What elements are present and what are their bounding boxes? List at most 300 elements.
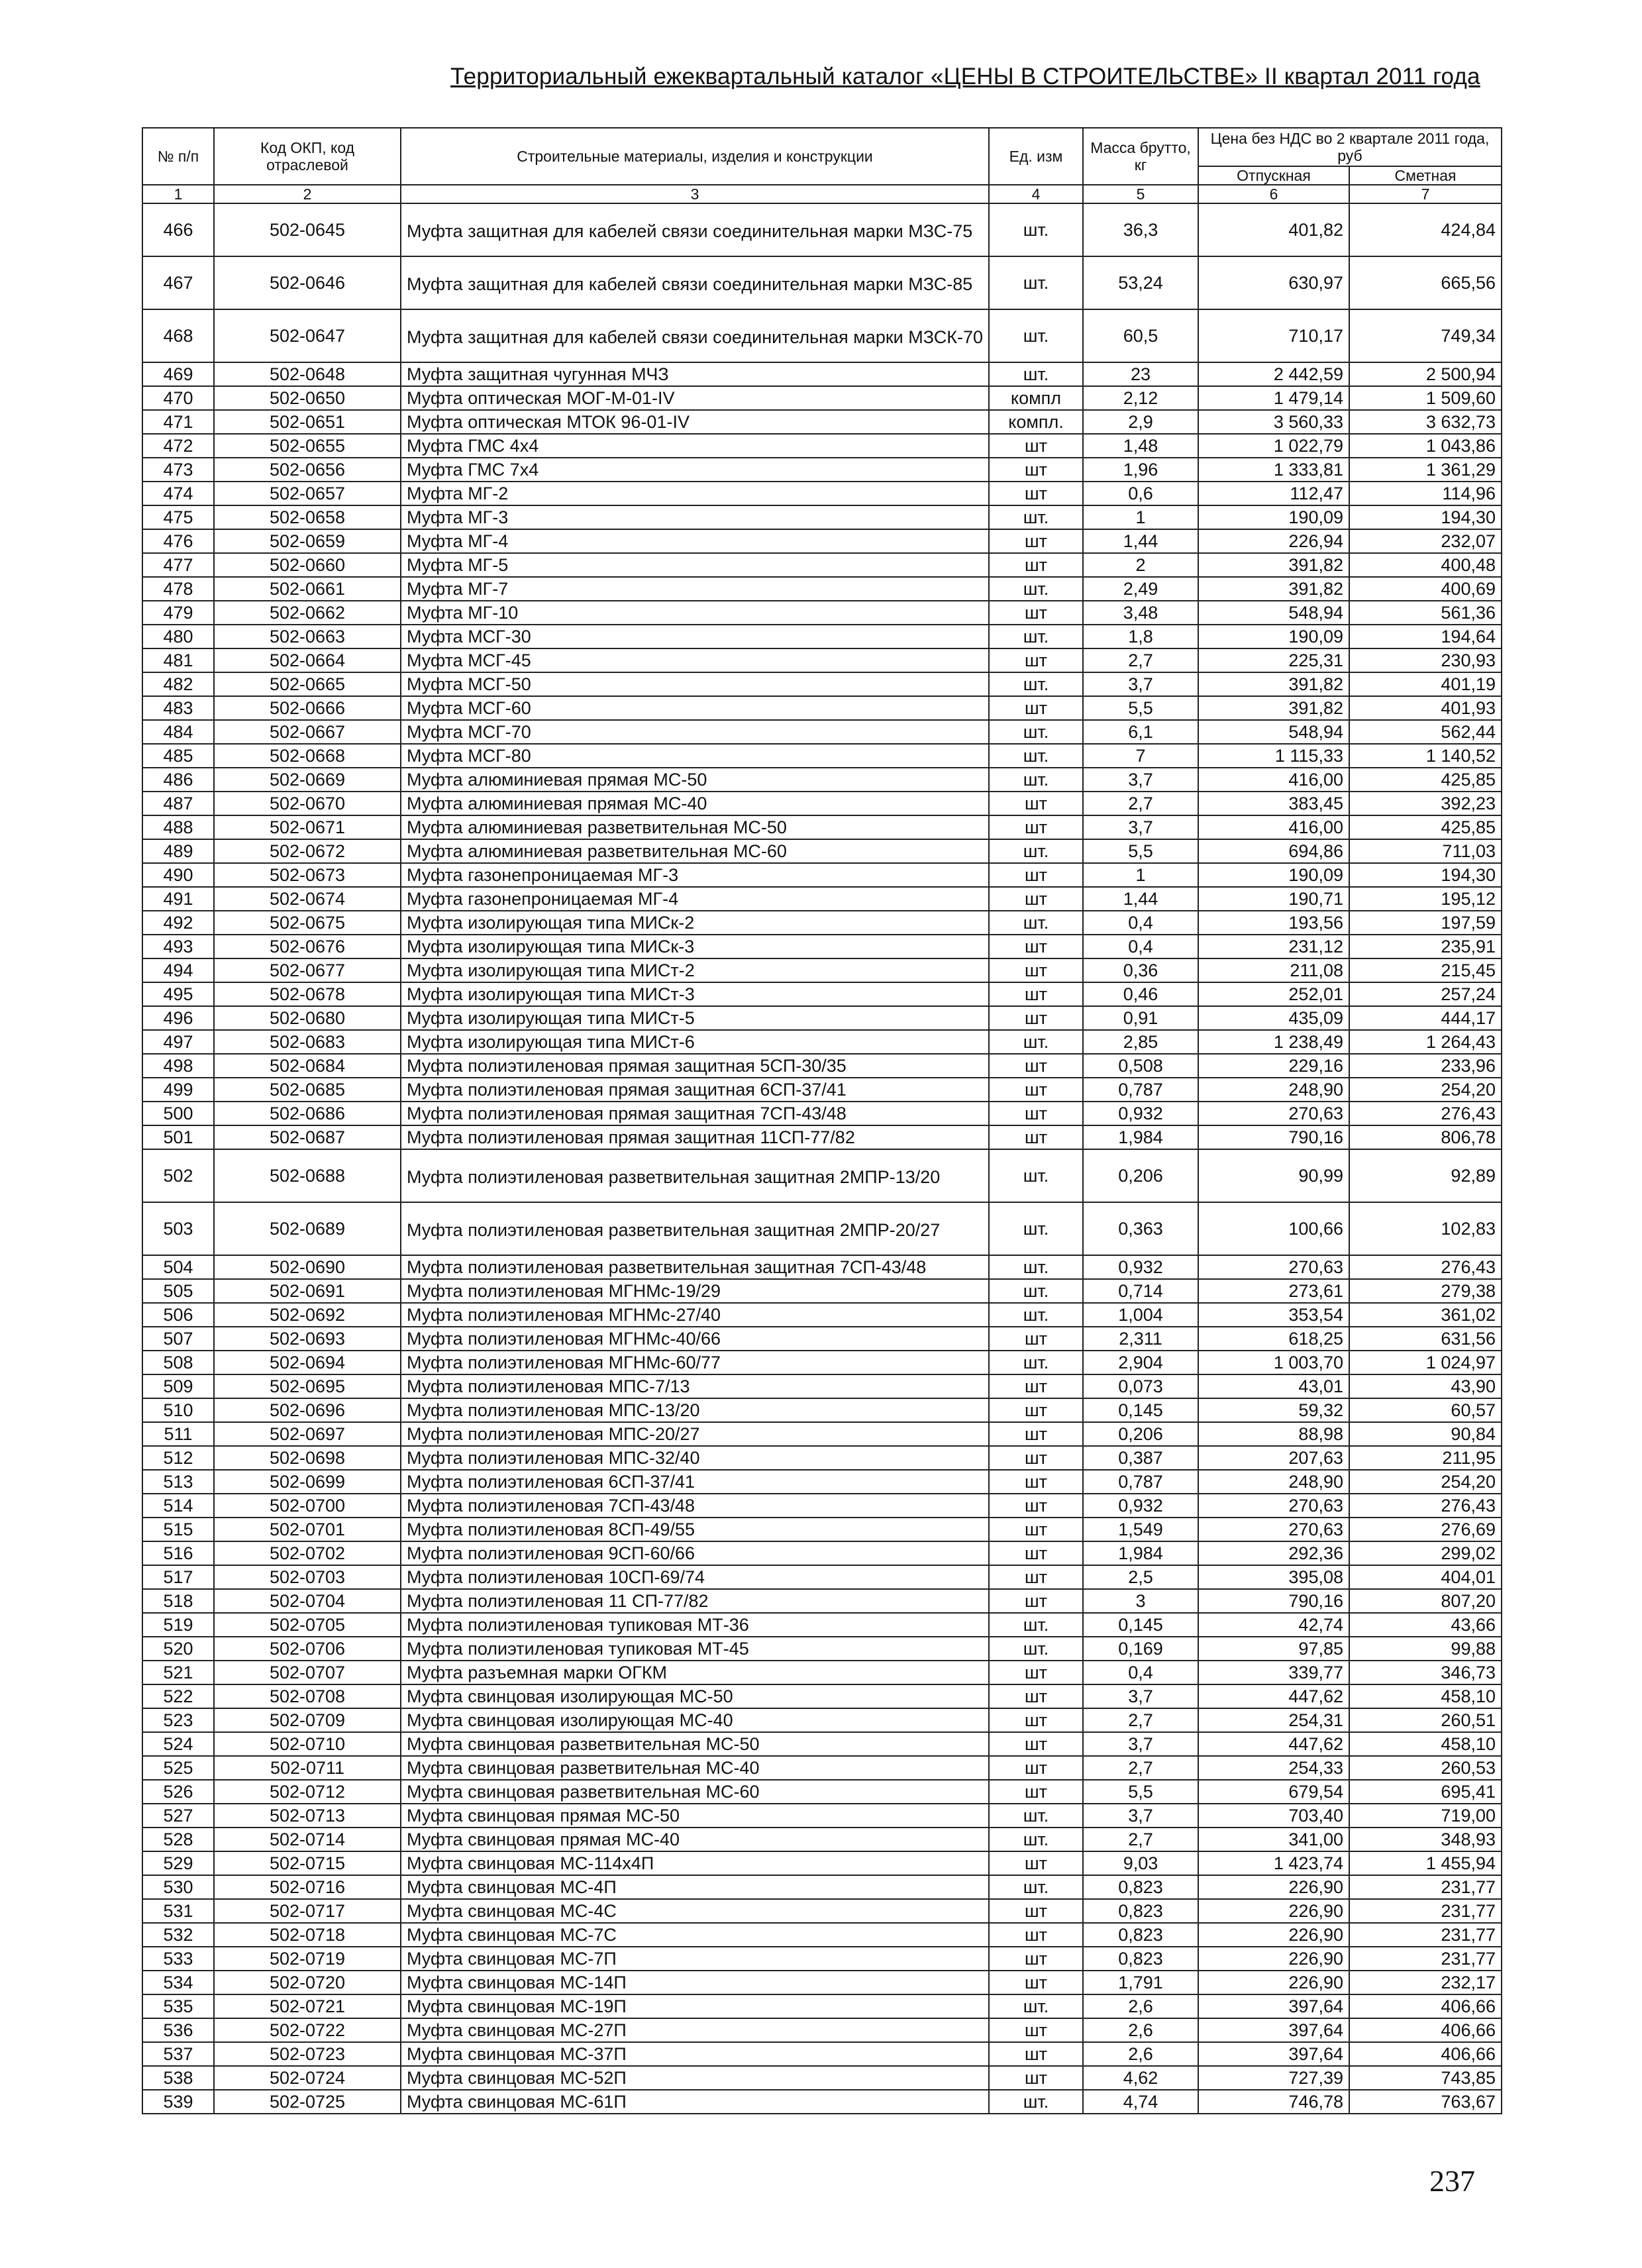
row-name: Муфта свинцовая МС-7С (401, 1923, 989, 1947)
row-num: 497 (142, 1030, 214, 1054)
row-unit: шт (989, 1398, 1083, 1422)
row-code: 502-0719 (214, 1947, 401, 1971)
row-unit: шт (989, 1374, 1083, 1398)
row-unit: шт (989, 1494, 1083, 1518)
table-row (142, 2042, 1502, 2066)
row-unit: шт. (989, 720, 1083, 744)
row-price-estimate: 404,01 (1349, 1565, 1502, 1589)
row-num: 505 (142, 1279, 214, 1303)
row-name: Муфта ГМС 7х4 (401, 458, 989, 482)
row-name: Муфта свинцовая МС-4С (401, 1899, 989, 1923)
row-price-estimate: 424,84 (1349, 203, 1502, 256)
row-name: Муфта полиэтиленовая прямая защитная 11СП-77/82 (401, 1125, 989, 1149)
row-num: 486 (142, 768, 214, 792)
row-num: 533 (142, 1947, 214, 1971)
row-price-estimate: 276,43 (1349, 1102, 1502, 1125)
row-mass: 2,7 (1083, 1828, 1198, 1851)
row-code: 502-0713 (214, 1804, 401, 1828)
row-name: Муфта свинцовая изолирующая МС-50 (401, 1684, 989, 1708)
row-price-release: 252,01 (1198, 982, 1349, 1006)
table-row (142, 362, 1502, 386)
row-num: 503 (142, 1202, 214, 1255)
row-num: 528 (142, 1828, 214, 1851)
row-unit: шт (989, 1971, 1083, 1994)
table-body (142, 203, 1502, 2114)
row-price-estimate: 276,69 (1349, 1518, 1502, 1541)
row-price-estimate: 276,43 (1349, 1494, 1502, 1518)
row-name: Муфта полиэтиленовая разветвительная защитная 2МПР-13/20 (401, 1149, 989, 1202)
row-price-estimate: 231,77 (1349, 1875, 1502, 1899)
row-unit: шт (989, 1470, 1083, 1494)
row-name: Муфта полиэтиленовая 10СП-69/74 (401, 1565, 989, 1589)
row-code: 502-0676 (214, 935, 401, 958)
row-code: 502-0670 (214, 792, 401, 815)
row-name: Муфта полиэтиленовая прямая защитная 5СП-30/35 (401, 1054, 989, 1078)
row-price-estimate: 235,91 (1349, 935, 1502, 958)
row-price-release: 229,16 (1198, 1054, 1349, 1078)
row-name: Муфта полиэтиленовая МГНМс-19/29 (401, 1279, 989, 1303)
row-num: 493 (142, 935, 214, 958)
row-num: 527 (142, 1804, 214, 1828)
row-name: Муфта полиэтиленовая МПС-13/20 (401, 1398, 989, 1422)
row-name: Муфта полиэтиленовая тупиковая МТ-45 (401, 1637, 989, 1661)
row-code: 502-0655 (214, 434, 401, 458)
row-mass: 2,85 (1083, 1030, 1198, 1054)
row-name: Муфта свинцовая МС-114х4П (401, 1851, 989, 1875)
row-mass: 2,7 (1083, 1756, 1198, 1780)
row-mass: 0,4 (1083, 1661, 1198, 1684)
row-mass: 3,7 (1083, 815, 1198, 839)
row-code: 502-0692 (214, 1303, 401, 1327)
row-name: Муфта полиэтиленовая МПС-7/13 (401, 1374, 989, 1398)
row-num: 522 (142, 1684, 214, 1708)
row-code: 502-0709 (214, 1708, 401, 1732)
table-row (142, 792, 1502, 815)
row-price-release: 226,90 (1198, 1947, 1349, 1971)
row-code: 502-0687 (214, 1125, 401, 1149)
row-num: 504 (142, 1255, 214, 1279)
row-mass: 2,6 (1083, 1994, 1198, 2018)
row-price-release: 339,77 (1198, 1661, 1349, 1684)
row-mass: 0,387 (1083, 1446, 1198, 1470)
col-number: 6 (1198, 185, 1349, 203)
header-name: Строительные материалы, изделия и конструкции (401, 128, 989, 185)
row-price-estimate: 631,56 (1349, 1327, 1502, 1351)
row-unit: шт. (989, 1279, 1083, 1303)
row-num: 478 (142, 577, 214, 601)
row-price-release: 226,90 (1198, 1971, 1349, 1994)
row-price-estimate: 392,23 (1349, 792, 1502, 815)
row-unit: шт (989, 482, 1083, 505)
row-mass: 2,5 (1083, 1565, 1198, 1589)
row-name: Муфта изолирующая типа МИСт-2 (401, 958, 989, 982)
row-price-release: 630,97 (1198, 256, 1349, 309)
row-price-estimate: 562,44 (1349, 720, 1502, 744)
row-price-release: 746,78 (1198, 2090, 1349, 2114)
row-price-release: 2 442,59 (1198, 362, 1349, 386)
row-code: 502-0674 (214, 887, 401, 911)
row-mass: 0,932 (1083, 1494, 1198, 1518)
row-price-release: 790,16 (1198, 1589, 1349, 1613)
row-num: 488 (142, 815, 214, 839)
row-mass: 5,5 (1083, 696, 1198, 720)
table-row (142, 768, 1502, 792)
row-num: 500 (142, 1102, 214, 1125)
row-mass: 0,787 (1083, 1470, 1198, 1494)
row-price-release: 88,98 (1198, 1422, 1349, 1446)
row-price-release: 273,61 (1198, 1279, 1349, 1303)
row-num: 510 (142, 1398, 214, 1422)
row-num: 529 (142, 1851, 214, 1875)
row-name: Муфта оптическая МОГ-М-01-IV (401, 386, 989, 410)
row-unit: шт. (989, 1828, 1083, 1851)
row-name: Муфта свинцовая разветвительная МС-40 (401, 1756, 989, 1780)
row-price-release: 270,63 (1198, 1102, 1349, 1125)
row-code: 502-0699 (214, 1470, 401, 1494)
header-row (142, 128, 1502, 166)
row-price-release: 548,94 (1198, 601, 1349, 625)
row-name: Муфта свинцовая МС-27П (401, 2018, 989, 2042)
row-mass: 2,12 (1083, 386, 1198, 410)
row-price-release: 1 003,70 (1198, 1351, 1349, 1374)
row-unit: шт (989, 1756, 1083, 1780)
row-name: Муфта полиэтиленовая МГНМс-60/77 (401, 1351, 989, 1374)
row-name: Муфта МГ-5 (401, 553, 989, 577)
row-name: Муфта свинцовая МС-52П (401, 2066, 989, 2090)
table-row (142, 982, 1502, 1006)
row-name: Муфта полиэтиленовая МГНМс-40/66 (401, 1327, 989, 1351)
row-num: 489 (142, 839, 214, 863)
row-price-release: 416,00 (1198, 768, 1349, 792)
table-row (142, 1541, 1502, 1565)
row-num: 470 (142, 386, 214, 410)
row-code: 502-0715 (214, 1851, 401, 1875)
row-code: 502-0721 (214, 1994, 401, 2018)
header-price-release: Отпускная (1198, 166, 1349, 185)
row-name: Муфта свинцовая МС-19П (401, 1994, 989, 2018)
row-unit: шт. (989, 768, 1083, 792)
row-unit: шт (989, 529, 1083, 553)
row-mass: 0,145 (1083, 1398, 1198, 1422)
column-number-row (142, 185, 1502, 203)
row-unit: шт (989, 1732, 1083, 1756)
row-price-release: 679,54 (1198, 1780, 1349, 1804)
row-price-estimate: 400,48 (1349, 553, 1502, 577)
row-code: 502-0656 (214, 458, 401, 482)
row-name: Муфта свинцовая разветвительная МС-60 (401, 1780, 989, 1804)
row-code: 502-0705 (214, 1613, 401, 1637)
row-code: 502-0701 (214, 1518, 401, 1541)
row-code: 502-0711 (214, 1756, 401, 1780)
row-price-release: 397,64 (1198, 2018, 1349, 2042)
row-mass: 2,7 (1083, 792, 1198, 815)
table-row (142, 505, 1502, 529)
row-price-estimate: 43,90 (1349, 1374, 1502, 1398)
row-price-release: 391,82 (1198, 672, 1349, 696)
row-name: Муфта МСГ-50 (401, 672, 989, 696)
row-price-release: 226,90 (1198, 1923, 1349, 1947)
row-price-release: 341,00 (1198, 1828, 1349, 1851)
row-price-estimate: 401,93 (1349, 696, 1502, 720)
row-price-release: 3 560,33 (1198, 410, 1349, 434)
table-row (142, 1255, 1502, 1279)
row-price-release: 190,09 (1198, 505, 1349, 529)
row-unit: шт (989, 1541, 1083, 1565)
table-row (142, 1899, 1502, 1923)
row-price-release: 226,94 (1198, 529, 1349, 553)
row-unit: шт (989, 982, 1083, 1006)
row-name: Муфта свинцовая изолирующая МС-40 (401, 1708, 989, 1732)
row-code: 502-0647 (214, 309, 401, 362)
row-mass: 0,4 (1083, 935, 1198, 958)
table-row (142, 1470, 1502, 1494)
row-unit: шт (989, 1102, 1083, 1125)
row-unit: шт (989, 815, 1083, 839)
row-price-release: 397,64 (1198, 2042, 1349, 2066)
row-code: 502-0673 (214, 863, 401, 887)
row-mass: 0,6 (1083, 482, 1198, 505)
table-row (142, 482, 1502, 505)
row-num: 512 (142, 1446, 214, 1470)
table-row (142, 553, 1502, 577)
table-row (142, 1006, 1502, 1030)
row-name: Муфта свинцовая прямая МС-50 (401, 1804, 989, 1828)
row-unit: шт (989, 1780, 1083, 1804)
row-mass: 5,5 (1083, 839, 1198, 863)
table-row (142, 1684, 1502, 1708)
row-mass: 0,145 (1083, 1613, 1198, 1637)
header-num: № п/п (142, 128, 214, 185)
row-price-release: 710,17 (1198, 309, 1349, 362)
row-unit: шт (989, 553, 1083, 577)
row-num: 501 (142, 1125, 214, 1149)
row-mass: 53,24 (1083, 256, 1198, 309)
table-row (142, 958, 1502, 982)
row-num: 508 (142, 1351, 214, 1374)
row-price-release: 416,00 (1198, 815, 1349, 839)
row-name: Муфта изолирующая типа МИСт-3 (401, 982, 989, 1006)
row-name: Муфта разъемная марки ОГКМ (401, 1661, 989, 1684)
row-code: 502-0712 (214, 1780, 401, 1804)
row-name: Муфта полиэтиленовая 11 СП-77/82 (401, 1589, 989, 1613)
table-row (142, 887, 1502, 911)
row-code: 502-0714 (214, 1828, 401, 1851)
table-row (142, 529, 1502, 553)
table-row (142, 1102, 1502, 1125)
row-price-estimate: 276,43 (1349, 1255, 1502, 1279)
row-num: 523 (142, 1708, 214, 1732)
row-num: 496 (142, 1006, 214, 1030)
row-unit: шт. (989, 625, 1083, 648)
row-unit: шт (989, 458, 1083, 482)
table-row (142, 1971, 1502, 1994)
row-name: Муфта полиэтиленовая разветвительная защитная 2МПР-20/27 (401, 1202, 989, 1255)
row-price-release: 1 479,14 (1198, 386, 1349, 410)
col-number: 7 (1349, 185, 1502, 203)
row-price-estimate: 114,96 (1349, 482, 1502, 505)
row-code: 502-0683 (214, 1030, 401, 1054)
table-row (142, 1374, 1502, 1398)
header-mass: Масса брутто, кг (1083, 128, 1198, 185)
table-row (142, 1446, 1502, 1470)
row-name: Муфта полиэтиленовая 8СП-49/55 (401, 1518, 989, 1541)
row-price-estimate: 215,45 (1349, 958, 1502, 982)
row-num: 474 (142, 482, 214, 505)
row-price-estimate: 743,85 (1349, 2066, 1502, 2090)
row-num: 494 (142, 958, 214, 982)
row-code: 502-0688 (214, 1149, 401, 1202)
col-number: 1 (142, 185, 214, 203)
row-unit: компл. (989, 410, 1083, 434)
row-mass: 0,823 (1083, 1899, 1198, 1923)
row-code: 502-0708 (214, 1684, 401, 1708)
page-title: Территориальный ежеквартальный каталог «ЦЕНЫ В СТРОИТЕЛЬСТВЕ» II квартал 2011 года (450, 64, 1480, 89)
row-price-release: 90,99 (1198, 1149, 1349, 1202)
table-row (142, 1875, 1502, 1899)
row-mass: 3,7 (1083, 1804, 1198, 1828)
row-name: Муфта полиэтиленовая 7СП-43/48 (401, 1494, 989, 1518)
row-num: 537 (142, 2042, 214, 2066)
table-row (142, 601, 1502, 625)
row-name: Муфта полиэтиленовая МПС-20/27 (401, 1422, 989, 1446)
row-num: 539 (142, 2090, 214, 2114)
row-num: 511 (142, 1422, 214, 1446)
row-num: 469 (142, 362, 214, 386)
row-code: 502-0717 (214, 1899, 401, 1923)
row-name: Муфта МСГ-80 (401, 744, 989, 768)
row-code: 502-0690 (214, 1255, 401, 1279)
row-price-release: 447,62 (1198, 1732, 1349, 1756)
row-code: 502-0648 (214, 362, 401, 386)
row-unit: шт (989, 434, 1083, 458)
row-price-estimate: 194,30 (1349, 863, 1502, 887)
row-price-release: 548,94 (1198, 720, 1349, 744)
row-code: 502-0706 (214, 1637, 401, 1661)
row-name: Муфта МГ-3 (401, 505, 989, 529)
row-price-estimate: 425,85 (1349, 768, 1502, 792)
row-name: Муфта МГ-2 (401, 482, 989, 505)
table-row (142, 1125, 1502, 1149)
row-num: 481 (142, 648, 214, 672)
row-unit: шт. (989, 362, 1083, 386)
row-price-release: 1 333,81 (1198, 458, 1349, 482)
row-unit: шт (989, 1923, 1083, 1947)
row-num: 506 (142, 1303, 214, 1327)
row-price-estimate: 194,64 (1349, 625, 1502, 648)
row-num: 495 (142, 982, 214, 1006)
row-mass: 2,6 (1083, 2042, 1198, 2066)
table-row (142, 2066, 1502, 2090)
row-unit: компл (989, 386, 1083, 410)
row-num: 471 (142, 410, 214, 434)
row-mass: 1 (1083, 863, 1198, 887)
row-price-release: 292,36 (1198, 1541, 1349, 1565)
row-name: Муфта МСГ-30 (401, 625, 989, 648)
table-row (142, 1804, 1502, 1828)
row-name: Муфта МСГ-45 (401, 648, 989, 672)
row-name: Муфта полиэтиленовая 6СП-37/41 (401, 1470, 989, 1494)
row-unit: шт. (989, 1875, 1083, 1899)
header-code: Код ОКП, код отраслевой (214, 128, 401, 185)
row-mass: 5,5 (1083, 1780, 1198, 1804)
table-row (142, 839, 1502, 863)
row-unit: шт. (989, 1202, 1083, 1255)
row-code: 502-0689 (214, 1202, 401, 1255)
row-price-estimate: 232,07 (1349, 529, 1502, 553)
row-price-release: 190,71 (1198, 887, 1349, 911)
row-price-release: 226,90 (1198, 1875, 1349, 1899)
row-code: 502-0710 (214, 1732, 401, 1756)
row-code: 502-0669 (214, 768, 401, 792)
table-row (142, 1422, 1502, 1446)
row-code: 502-0662 (214, 601, 401, 625)
row-price-estimate: 43,66 (1349, 1613, 1502, 1637)
row-price-estimate: 1 455,94 (1349, 1851, 1502, 1875)
row-mass: 0,169 (1083, 1637, 1198, 1661)
row-price-estimate: 2 500,94 (1349, 362, 1502, 386)
row-num: 491 (142, 887, 214, 911)
row-num: 480 (142, 625, 214, 648)
row-name: Муфта изолирующая типа МИСк-3 (401, 935, 989, 958)
row-code: 502-0722 (214, 2018, 401, 2042)
row-mass: 60,5 (1083, 309, 1198, 362)
row-price-release: 193,56 (1198, 911, 1349, 935)
row-price-estimate: 348,93 (1349, 1828, 1502, 1851)
row-unit: шт. (989, 744, 1083, 768)
row-mass: 3 (1083, 1589, 1198, 1613)
row-unit: шт. (989, 672, 1083, 696)
row-num: 466 (142, 203, 214, 256)
row-mass: 0,206 (1083, 1149, 1198, 1202)
row-num: 532 (142, 1923, 214, 1947)
row-price-release: 270,63 (1198, 1255, 1349, 1279)
row-price-release: 211,08 (1198, 958, 1349, 982)
table-row (142, 386, 1502, 410)
row-num: 521 (142, 1661, 214, 1684)
table-row (142, 1494, 1502, 1518)
row-unit: шт (989, 792, 1083, 815)
row-mass: 36,3 (1083, 203, 1198, 256)
row-mass: 6,1 (1083, 720, 1198, 744)
row-mass: 2,7 (1083, 648, 1198, 672)
row-price-estimate: 401,19 (1349, 672, 1502, 696)
row-mass: 0,787 (1083, 1078, 1198, 1102)
row-unit: шт. (989, 577, 1083, 601)
row-name: Муфта полиэтиленовая прямая защитная 7СП-43/48 (401, 1102, 989, 1125)
row-price-release: 435,09 (1198, 1006, 1349, 1030)
row-unit: шт (989, 2018, 1083, 2042)
row-name: Муфта алюминиевая прямая МС-40 (401, 792, 989, 815)
table-row (142, 1149, 1502, 1202)
table-row (142, 1279, 1502, 1303)
row-mass: 2,7 (1083, 1708, 1198, 1732)
row-price-estimate: 806,78 (1349, 1125, 1502, 1149)
row-price-estimate: 1 140,52 (1349, 744, 1502, 768)
row-mass: 0,46 (1083, 982, 1198, 1006)
row-num: 534 (142, 1971, 214, 1994)
row-mass: 2 (1083, 553, 1198, 577)
row-mass: 0,932 (1083, 1102, 1198, 1125)
table-row (142, 1947, 1502, 1971)
row-name: Муфта полиэтиленовая МГНМс-27/40 (401, 1303, 989, 1327)
row-mass: 0,823 (1083, 1923, 1198, 1947)
row-name: Муфта полиэтиленовая 9СП-60/66 (401, 1541, 989, 1565)
row-code: 502-0696 (214, 1398, 401, 1422)
row-code: 502-0695 (214, 1374, 401, 1398)
row-num: 538 (142, 2066, 214, 2090)
row-price-estimate: 665,56 (1349, 256, 1502, 309)
row-code: 502-0686 (214, 1102, 401, 1125)
